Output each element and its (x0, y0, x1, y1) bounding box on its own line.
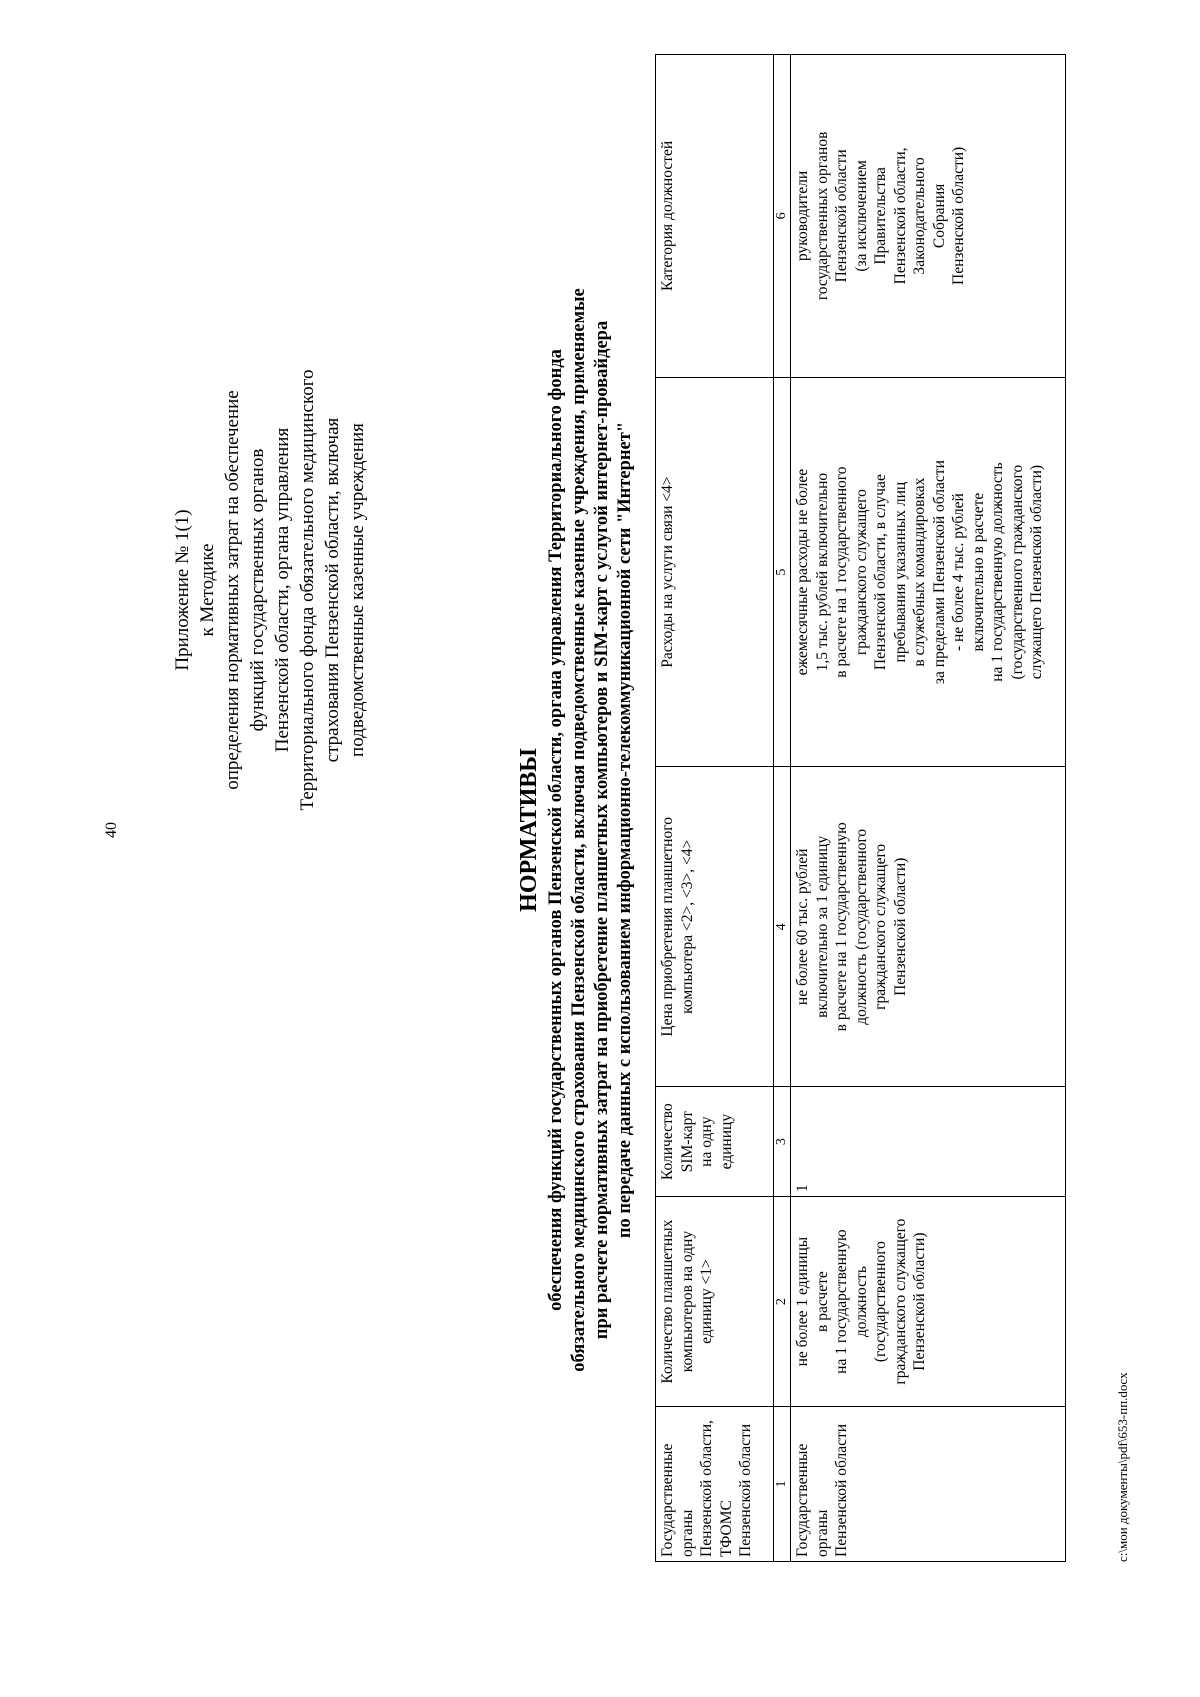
cell-line: должность (852, 1266, 870, 1338)
header-cell-position-category (656, 55, 774, 378)
cell-line: Государственные органы (794, 1443, 831, 1557)
cell-line: компьютера <2>, <3>, <4> (678, 839, 696, 1014)
rotated-page (75, 30, 1175, 1630)
cell-line: Пензенской области) (891, 857, 909, 996)
cell-line: 1 (794, 1184, 811, 1193)
cell-line: Категория должностей (659, 140, 676, 291)
cell-line: в расчете на 1 государственного (833, 466, 850, 678)
column-number-row (774, 55, 791, 1562)
heading-line: обязательного медицинского страхования Пензенской области, включая подведомственные казенные учреждения, применяемые (569, 288, 589, 1372)
header-cell-organs (656, 1407, 774, 1562)
page-number: 40 (103, 822, 120, 838)
cell-communication-costs (791, 377, 1066, 767)
cell-line: не более 1 единицы (794, 1236, 811, 1367)
cell-line: Собрания (930, 183, 948, 249)
cell-tablet-count (791, 1197, 1066, 1407)
table-row (791, 55, 1066, 1562)
appendix-line: Территориального фонда обязательного медицинского (297, 369, 318, 811)
cell-line: руководители (794, 170, 811, 261)
cell-line: пребывания указанных лиц (891, 481, 909, 663)
cell-line: не более 60 тыс. рублей (794, 848, 811, 1006)
cell-line: Расходы на услуги связи <4> (659, 476, 676, 668)
header-cell-sim-count (656, 1087, 774, 1197)
appendix-line: Приложение № 1(1) (172, 509, 193, 671)
cell-line: - не более 4 тыс. рублей (950, 493, 967, 652)
column-number: 6 (774, 55, 791, 378)
appendix-block (170, 310, 370, 870)
cell-line: Пензенской области (737, 1423, 754, 1557)
cell-line: 1,5 тыс. рублей включительно (813, 472, 831, 672)
column-number: 1 (774, 1407, 791, 1562)
appendix-line: страхования Пензенской области, включая (322, 417, 343, 763)
cell-line: единицу <1> (698, 1259, 715, 1344)
cell-line: Пензенской области) (950, 146, 967, 285)
cell-line: Пензенской области, (891, 147, 909, 285)
cell-line: в расчете (813, 1271, 831, 1332)
cell-line: SIM-карт (678, 1111, 696, 1173)
cell-line: должность (государственного (852, 828, 870, 1025)
cell-line: гражданского служащего (852, 489, 870, 656)
column-number: 2 (774, 1197, 791, 1407)
table-header-row (656, 55, 774, 1562)
cell-line: в служебных командировках (911, 477, 928, 667)
appendix-line: подведомственные казенные учреждения (347, 423, 368, 757)
cell-line: Законодательного (911, 157, 928, 275)
cell-line: Правительства (872, 167, 889, 265)
cell-line: в расчете на 1 государственную (833, 822, 850, 1032)
cell-line: гражданского служащего (872, 843, 889, 1010)
cell-line: ТФОМС (717, 1500, 735, 1557)
document-heading (515, 30, 637, 1630)
cell-line: на 1 государственную должность (989, 462, 1006, 682)
header-cell-tablet-count (656, 1197, 774, 1407)
cell-position-category (791, 55, 1066, 378)
cell-line: включительно за 1 единицу (813, 835, 831, 1018)
cell-line: на одну единицу (698, 1113, 735, 1170)
appendix-line: к Методике (197, 543, 218, 637)
cell-line: Цена приобретения планшетного (659, 817, 676, 1037)
cell-line: за пределами Пензенской области (930, 460, 948, 685)
cell-line: Количество (659, 1103, 676, 1181)
cell-line: государственных органов (813, 131, 831, 301)
cell-line: (государственного (872, 1241, 889, 1363)
heading-line: по передаче данных с использованием информационно-телекоммуникационной сети "Интернет" (615, 421, 635, 1239)
cell-line: Пензенской области, (698, 1420, 715, 1557)
header-cell-tablet-price (656, 767, 774, 1087)
cell-sim-count (791, 1087, 1066, 1197)
norms-table (655, 54, 1066, 1562)
cell-line: Пензенской области) (911, 1232, 928, 1371)
heading-line: обеспечения функций государственных органов Пензенской области, органа управления Территориального фонда (546, 349, 566, 1311)
cell-line: (государственного гражданского (1008, 464, 1026, 680)
cell-line: Государственные органы (659, 1443, 696, 1557)
column-number: 5 (774, 377, 791, 767)
cell-line: (за исключением (852, 160, 870, 272)
cell-tablet-price (791, 767, 1066, 1087)
appendix-line: Пензенской области, органа управления (272, 427, 293, 753)
cell-line: Пензенской области (833, 1423, 850, 1557)
cell-organs (791, 1407, 1066, 1562)
cell-line: Пензенской области, в случае (872, 474, 889, 671)
appendix-line: определения нормативных затрат на обеспечение (222, 390, 243, 790)
cell-line: Пензенской области (833, 149, 850, 283)
column-number: 4 (774, 767, 791, 1087)
cell-line: служащего Пензенской области) (1028, 464, 1045, 680)
cell-line: ежемесячные расходы не более (794, 468, 811, 676)
document-title: НОРМАТИВЫ (516, 748, 542, 912)
cell-line: гражданского служащего (891, 1218, 909, 1385)
column-number: 3 (774, 1087, 791, 1197)
cell-line: на 1 государственную (833, 1229, 850, 1374)
cell-line: включительно в расчете (969, 492, 987, 652)
header-cell-communication-costs (656, 377, 774, 767)
appendix-line: функций государственных органов (247, 448, 268, 732)
cell-line: Количество планшетных (659, 1219, 676, 1384)
heading-line: при расчете нормативных затрат на приобретение планшетных компьютеров и SIM-карт с услугой интернет-провайдера (592, 320, 612, 1340)
cell-line: компьютеров на одну (678, 1230, 696, 1373)
file-path-footer: c:\мои документы\pdf\653-пп.docx (1115, 1372, 1130, 1562)
